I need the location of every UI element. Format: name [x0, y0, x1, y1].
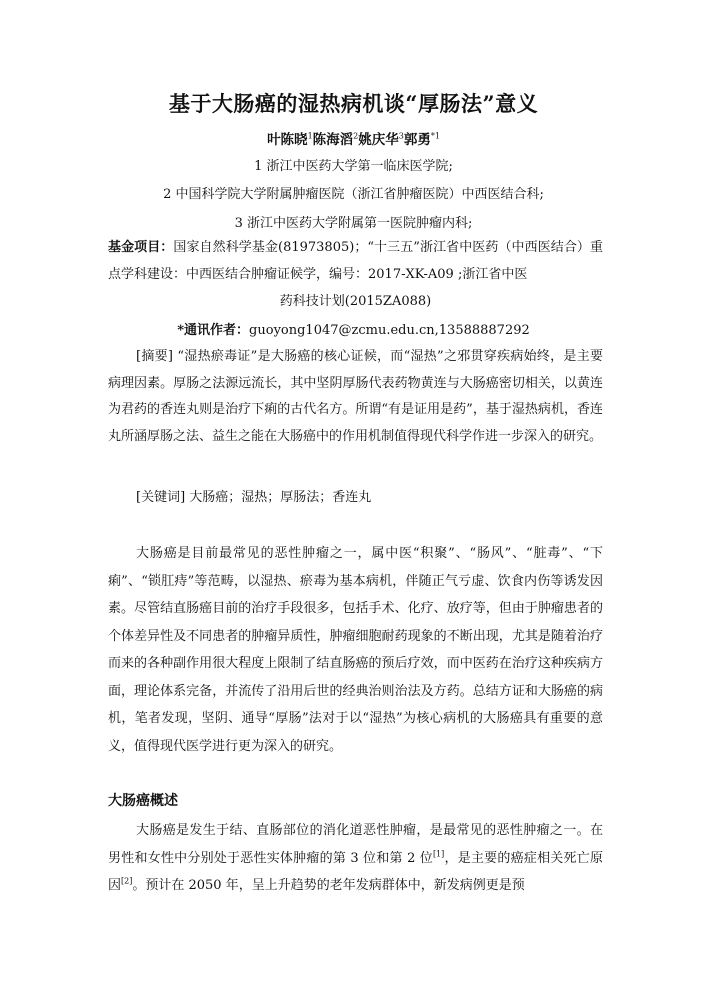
author-name: 姚庆华 [358, 132, 399, 148]
correspondence-line [0, 319, 707, 338]
author-list [0, 128, 707, 148]
author-affiliation-mark: 1 [307, 131, 313, 141]
author-name: 陈海滔 [312, 132, 354, 148]
section-text: 大肠癌是发生于结、直肠部位的消化道恶性肿瘤，是最常见的恶性肿瘤之一。在男性和女性中分别处于恶性实体肿瘤的第 3 位和第 2 位 [108, 823, 603, 866]
correspondence-contact: guoyong1047@zcmu.edu.cn,13588887292 [249, 323, 530, 338]
section-text: ，是主要的癌症相关死亡原因 [108, 850, 603, 893]
funding-text: 国家自然科学基金(81973805)；“十三五”浙江省中医药（中西医结合）重点学科建设：中西医结合肿瘤证候学，编号：2017-XK-A09 ;浙江省中医 [108, 240, 603, 282]
section-heading: 大肠癌概述 [108, 793, 178, 809]
author-affiliation-mark: *1 [430, 131, 440, 141]
citation-ref[interactable]: [1] [432, 849, 445, 859]
abstract-block [108, 344, 603, 450]
keywords-line [136, 486, 371, 505]
correspondence-label: *通讯作者： [177, 323, 250, 338]
keywords-label: [关键词] [136, 490, 186, 505]
section-paragraph [108, 817, 603, 900]
author-affiliation-mark: 2 [353, 131, 359, 141]
affiliation-1: 1 浙江中医药大学第一临床医学院; [254, 159, 453, 174]
author-affiliation-mark: 3 [398, 131, 404, 141]
affiliation-2: 2 中国科学院大学附属肿瘤医院（浙江省肿瘤医院）中西医结合科; [163, 187, 544, 202]
paper-title: 基于大肠癌的湿热病机谈“厚肠法”意义 [168, 91, 539, 116]
intro-paragraph: 大肠癌是目前最常见的恶性肿瘤之一，属中医“积聚”、“肠风”、“脏毒”、“下痢”、“锁肛痔”等范畴，以湿热、瘀毒为基本病机，伴随正气亏虚、饮食内伤等诱发因素。尽管结直肠癌目前的治疗手段很多，包括手术、化疗、放疗等，但由于肿瘤患者的个体差异性及不同患者的肿瘤异质性，肿瘤细胞耐药现象的不断出现，尤其是随着治疗而来的各种副作用很大程度上限制了结直肠癌的预后疗效，而中医药在治疗这种疾病方面，理论体系完备，并流传了沿用后世的经典治则治法及方药。总结方证和大肠癌的病机，笔者发现，坚阴、通导“厚肠”法对于以“湿热”为核心病机的大肠癌具有重要的意义，值得现代医学进行更为深入的研究。 [108, 546, 603, 754]
section-text: 。预计在 2050 年，呈上升趋势的老年发病群体中，新发病例更是预 [132, 878, 525, 893]
abstract-label: [摘要] [136, 349, 173, 364]
citation-ref[interactable]: [2] [121, 876, 133, 886]
funding-text-end: 药科技计划(2015ZA088) [279, 294, 432, 309]
funding-label: 基金项目： [108, 240, 174, 255]
keywords-text: 大肠癌；湿热；厚肠法；香连丸 [189, 490, 372, 505]
affiliation-3: 3 浙江中医药大学附属第一医院肿瘤内科; [234, 216, 473, 231]
funding-block [108, 234, 603, 315]
author-name: 郭勇 [403, 132, 431, 148]
abstract-text: “湿热瘀毒证”是大肠癌的核心证候，而“湿热”之邪贯穿疾病始终，是主要病理因素。厚肠之法源远流长，其中坚阴厚肠代表药物黄连与大肠癌密切相关，以黄连为君药的香连丸则是治疗下痢的古代名方。所谓“有是证用是药”，基于湿热病机，香连丸所涵厚肠之法、益生之能在大肠癌中的作用机制值得现代科学作进一步深入的研究。 [108, 349, 603, 444]
author-name: 叶陈晓 [267, 132, 308, 148]
